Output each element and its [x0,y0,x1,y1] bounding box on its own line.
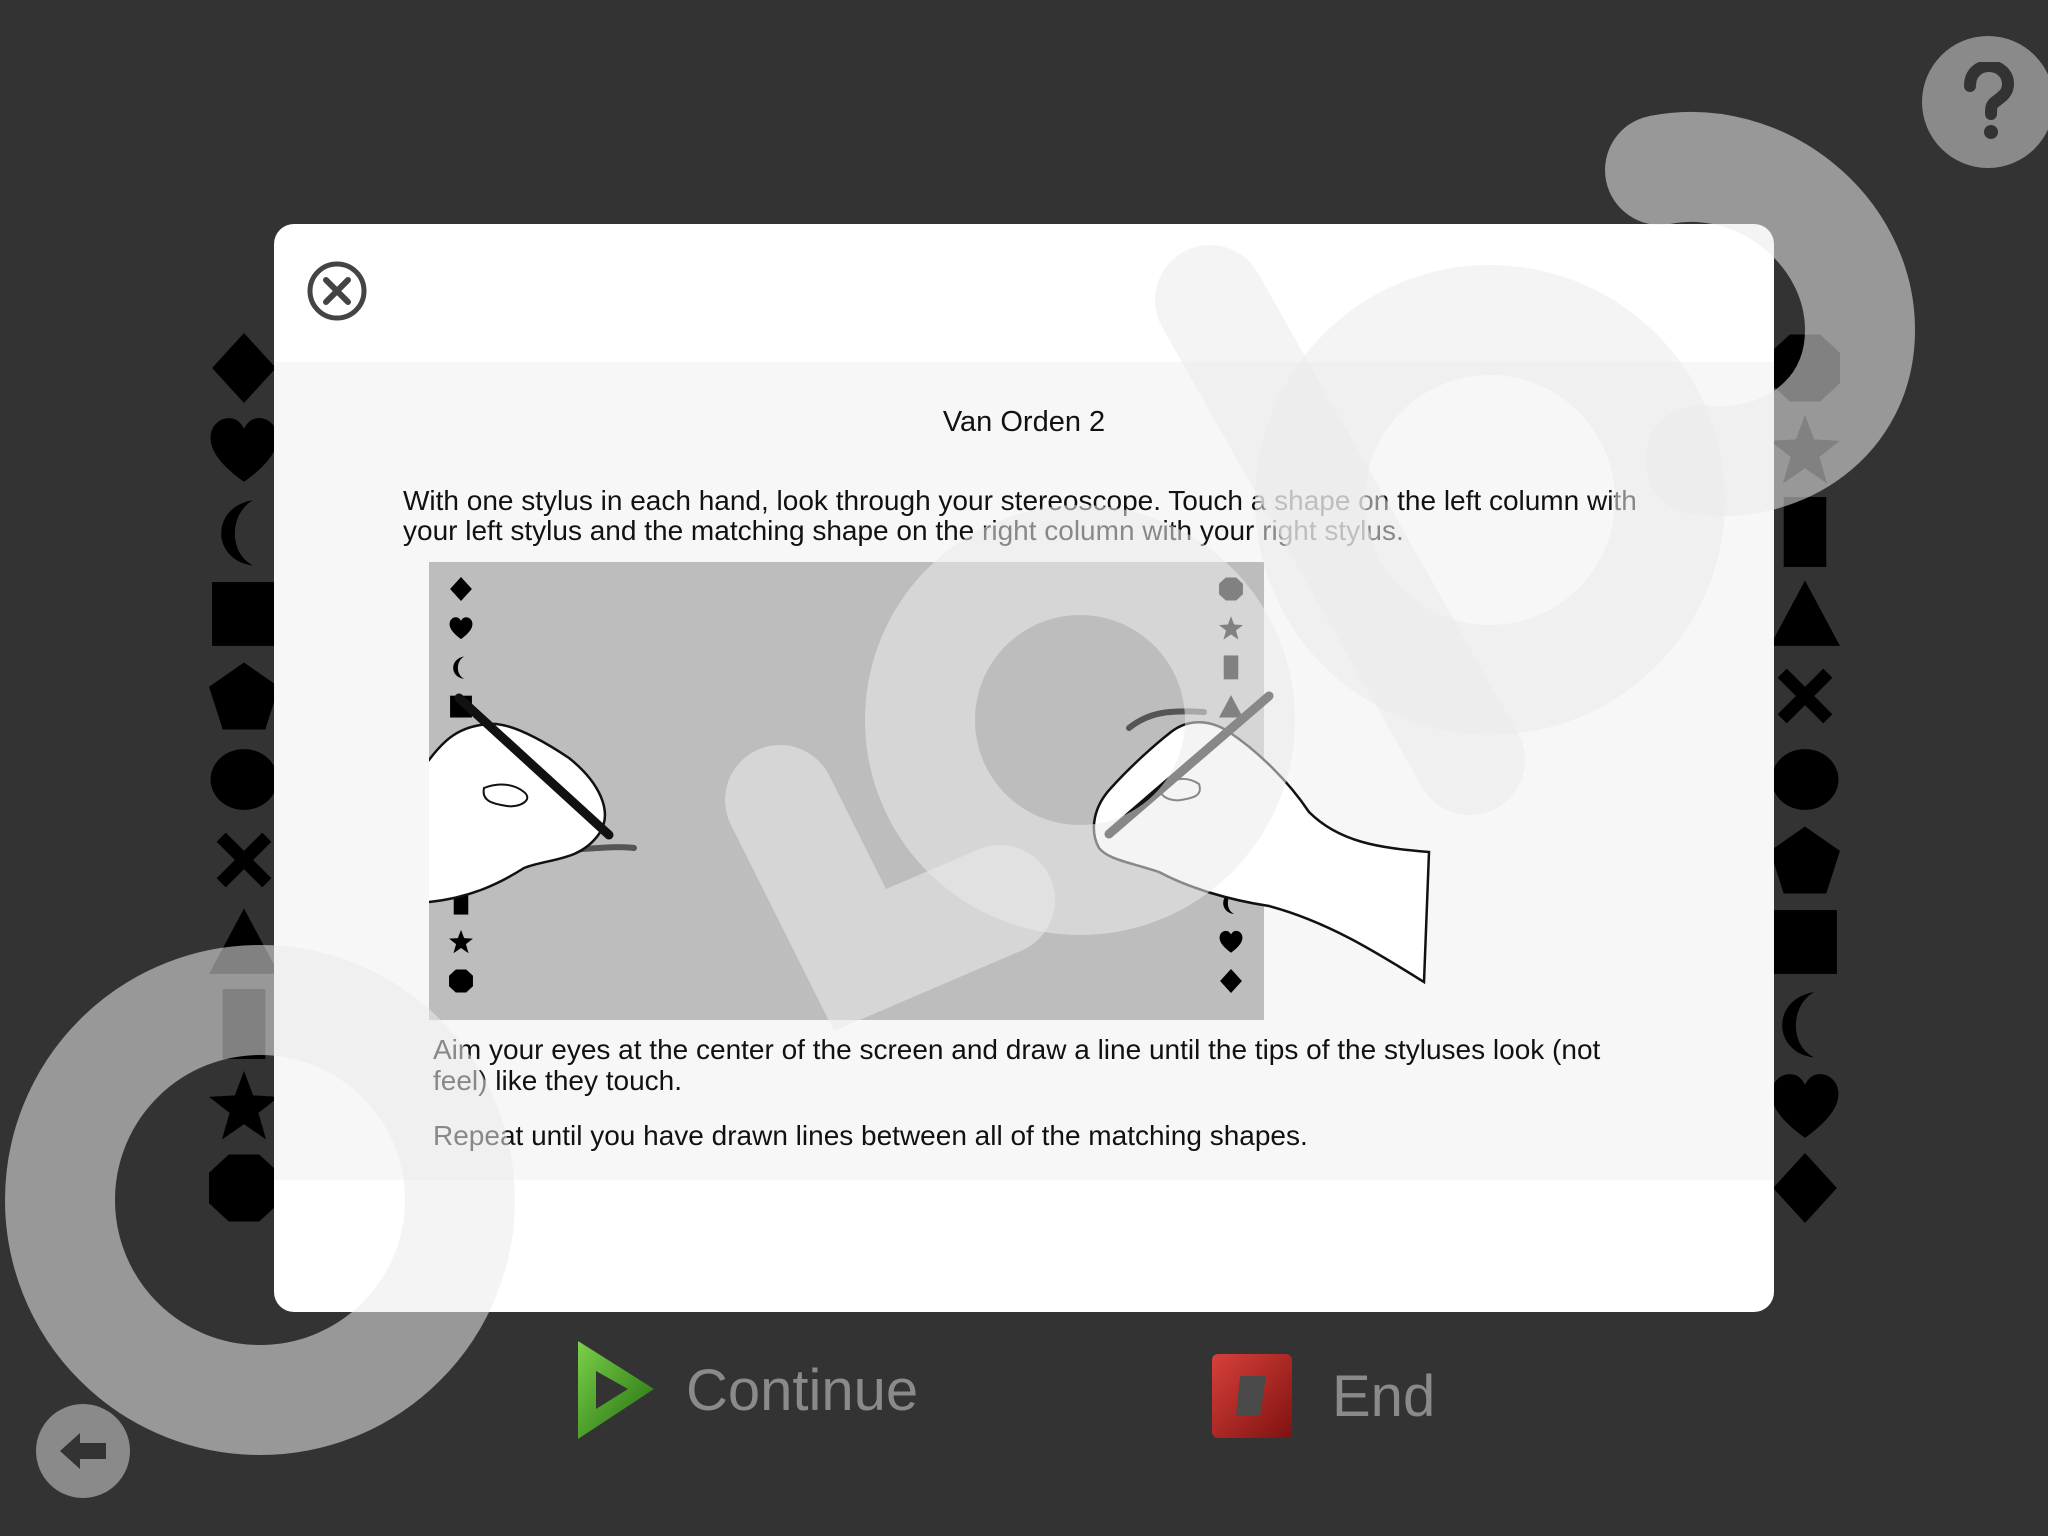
diamond-shape-icon[interactable] [1767,1150,1843,1226]
crescent-shape-icon[interactable] [206,494,282,570]
back-button[interactable] [36,1404,130,1498]
question-icon [1958,62,2018,142]
cross-shape-icon[interactable] [206,822,282,898]
pentagon-shape-icon[interactable] [206,658,282,734]
rectangle-shape-icon[interactable] [206,986,282,1062]
diamond-shape-icon[interactable] [206,330,282,406]
circle-shape-icon[interactable] [206,740,282,816]
square-shape-icon[interactable] [1767,904,1843,980]
rectangle-shape-icon[interactable] [1767,494,1843,570]
triangle-shape-icon[interactable] [206,904,282,980]
continue-button[interactable] [572,1336,918,1444]
octagon-shape-icon[interactable] [206,1150,282,1226]
aim-text: Aim your eyes at the center of the screen and draw a line until the tips of the styluses look (not feel) like they touch. [433,1034,1601,1096]
repeat-text: Repeat until you have drawn lines between all of the matching shapes. [433,1120,1308,1151]
crescent-shape-icon[interactable] [1767,986,1843,1062]
instructions-dialog [274,224,1774,1312]
arrow-left-icon [56,1429,110,1473]
triangle-shape-icon[interactable] [1767,576,1843,652]
pentagon-shape-icon[interactable] [1767,822,1843,898]
mini-rectangle-icon [1224,655,1239,679]
close-button[interactable] [306,260,368,322]
dialog-title: Van Orden 2 [942,406,1106,438]
circle-shape-icon[interactable] [1767,740,1843,816]
cross-shape-icon[interactable] [1767,658,1843,734]
octagon-shape-icon[interactable] [1767,330,1843,406]
stop-icon [1210,1352,1294,1440]
play-icon [572,1337,658,1443]
end-label: End [1332,1363,1436,1429]
end-button[interactable] [1210,1346,1435,1446]
star-shape-icon[interactable] [206,1068,282,1144]
heart-shape-icon[interactable] [206,412,282,488]
instruction-illustration [429,562,1459,1032]
square-shape-icon[interactable] [206,576,282,652]
continue-label: Continue [686,1357,919,1423]
mini-octagon-icon [449,970,473,993]
mini-octagon-icon [1219,578,1243,601]
close-icon [306,260,368,322]
intro-text: With one stylus in each hand, look through your stereoscope. Touch a shape on the left column with your left stylus and the matching shape on the right column with your right stylus. [403,485,1637,546]
help-button[interactable] [1922,36,2048,168]
star-shape-icon[interactable] [1767,412,1843,488]
heart-shape-icon[interactable] [1767,1068,1843,1144]
